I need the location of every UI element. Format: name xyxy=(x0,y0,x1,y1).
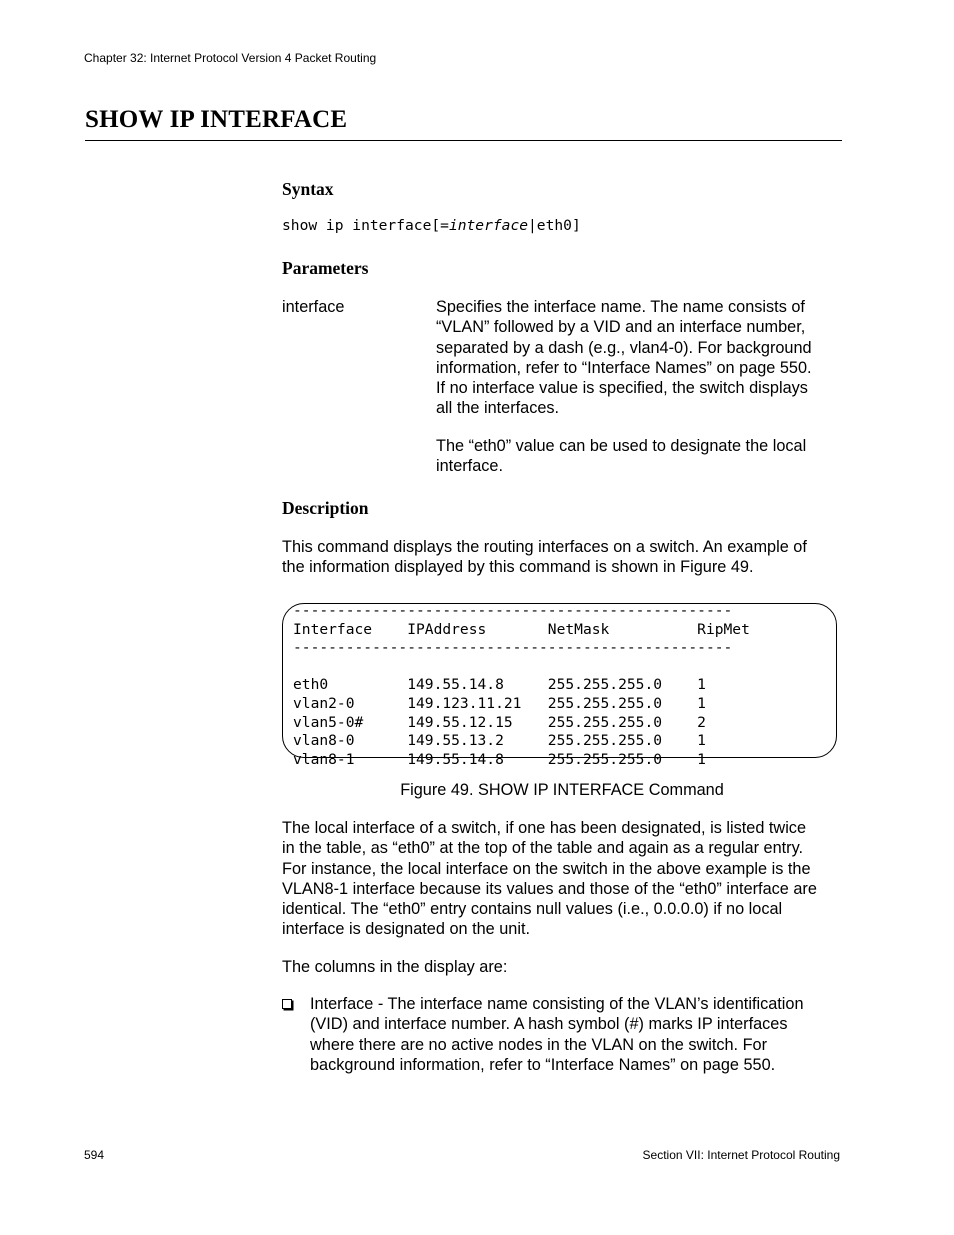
parameter-name: interface xyxy=(282,298,345,316)
command-output-table: -------------------------------------------------- Interface IPAddress NetMask RipMet -------------------------------------------------- eth0 149.55.14.8 255.255.255.0 1 vlan2-0 149.123.11.21 255.255.255.0 1 vlan5-0# 149.55.12.15 255.255.255.0 2 vlan8-0 149.55.13.2 255.255.255.0 1 vlan8-1 149.55.14.8 255.255.255.0 1 xyxy=(293,602,750,768)
paragraph-line: identical. The “eth0” entry contains null values (i.e., 0.0.0.0) if no local xyxy=(282,900,783,919)
columns-intro: The columns in the display are: xyxy=(282,958,508,976)
bullet-line: where there are no active nodes in the VLAN on the switch. For xyxy=(310,1035,768,1054)
param-line: If no interface value is specified, the switch displays xyxy=(436,379,808,398)
param-line: information, refer to “Interface Names” on page 550. xyxy=(436,358,812,377)
parameter-note xyxy=(436,436,806,477)
description-line: This command displays the routing interfaces on a switch. An example of xyxy=(282,538,807,556)
paragraph-line: in the table, as “eth0” at the top of the table and again as a regular entry. xyxy=(282,839,804,858)
syntax-cmd-prefix: show ip interface[= xyxy=(282,217,449,234)
paragraph-line: The local interface of a switch, if one has been designated, is listed twice xyxy=(282,819,807,837)
description-heading: Description xyxy=(282,498,369,518)
bullet-line: (VID) and interface number. A hash symbol (#) marks IP interfaces xyxy=(310,1015,788,1034)
title-rule xyxy=(85,140,842,141)
bullet-item-interface xyxy=(310,994,804,1075)
param-line: separated by a dash (e.g., vlan4-0). For background xyxy=(436,338,812,357)
syntax-cmd-param: interface xyxy=(448,217,529,234)
section-footer: Section VII: Internet Protocol Routing xyxy=(642,1148,840,1162)
parameters-heading: Parameters xyxy=(282,258,369,278)
param-line: Specifies the interface name. The name consists of xyxy=(436,298,805,316)
bullet-line: Interface - The interface name consisting of the VLAN’s identification xyxy=(310,995,804,1013)
param-line: The “eth0” value can be used to designate the local xyxy=(436,437,807,455)
figure-caption: Figure 49. SHOW IP INTERFACE Command xyxy=(400,781,724,799)
parameter-description xyxy=(436,297,812,419)
page-number: 594 xyxy=(84,1148,105,1162)
syntax-command xyxy=(282,217,581,234)
paragraph-line: For instance, the local interface on the switch in the above example is the xyxy=(282,859,811,878)
description-line: the information displayed by this command is shown in Figure 49. xyxy=(282,558,754,577)
param-line: interface. xyxy=(436,457,503,476)
bullet-line: background information, refer to “Interface Names” on page 550. xyxy=(310,1055,776,1074)
paragraph-line: VLAN8-1 interface because its values and those of the “eth0” interface are xyxy=(282,879,817,898)
chapter-header: Chapter 32: Internet Protocol Version 4 Packet Routing xyxy=(84,51,377,65)
syntax-heading: Syntax xyxy=(282,179,334,199)
description-text xyxy=(282,537,807,578)
param-line: “VLAN” followed by a VID and an interface number, xyxy=(436,318,806,337)
syntax-cmd-suffix: |eth0] xyxy=(528,217,581,234)
page-title: SHOW IP INTERFACE xyxy=(85,106,348,133)
explanation-paragraph xyxy=(282,818,817,940)
paragraph-line: interface is designated on the unit. xyxy=(282,920,531,939)
param-line: all the interfaces. xyxy=(436,399,560,418)
checkbox-bullet-icon xyxy=(282,999,292,1009)
